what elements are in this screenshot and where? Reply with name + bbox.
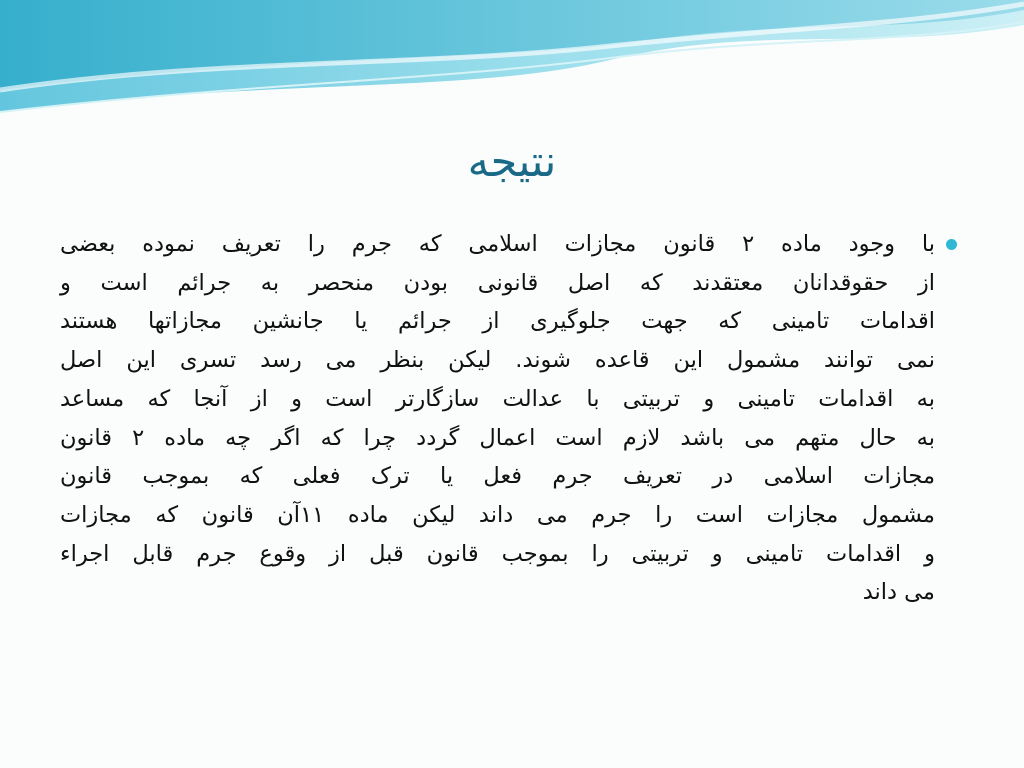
paragraph-line: با وجود ماده ۲ قانون مجازات اسلامی که جرم را تعریف نموده بعضی xyxy=(60,231,935,257)
paragraph-line: و اقدامات تامینی و تربیتی را بموجب قانون قبل از وقوع جرم قابل اجراء xyxy=(60,540,935,567)
paragraph-line: به حال متهم می باشد لازم است اعمال گردد چرا که اگر چه ماده ۲ قانون xyxy=(60,424,935,451)
slide-content xyxy=(60,225,935,612)
bullet-marker-icon xyxy=(946,239,957,250)
paragraph-line: مجازات اسلامی در تعریف جرم فعل یا ترک فعلی که بموجب قانون xyxy=(60,463,935,490)
header-wave-decoration xyxy=(0,0,1024,120)
paragraph-line: مشمول مجازات است را جرم می داند لیکن ماده ۱۱آن قانون که مجازات xyxy=(60,501,935,528)
paragraph-line: می داند xyxy=(862,579,935,606)
slide-title: نتیجه xyxy=(467,137,557,187)
paragraph-line: از حقوقدانان معتقدند که اصل قانونی بودن منحصر به جرائم است و xyxy=(60,269,935,296)
paragraph-line: نمی توانند مشمول این قاعده شوند. لیکن بنظر می رسد تسری این اصل xyxy=(60,347,935,374)
paragraph-line: به اقدامات تامینی و تربیتی با عدالت سازگارتر است و از آنجا که مساعد xyxy=(60,385,935,412)
paragraph-line: اقدامات تامینی که جهت جلوگیری از جرائم یا جانشین مجازاتها هستند xyxy=(60,308,935,335)
